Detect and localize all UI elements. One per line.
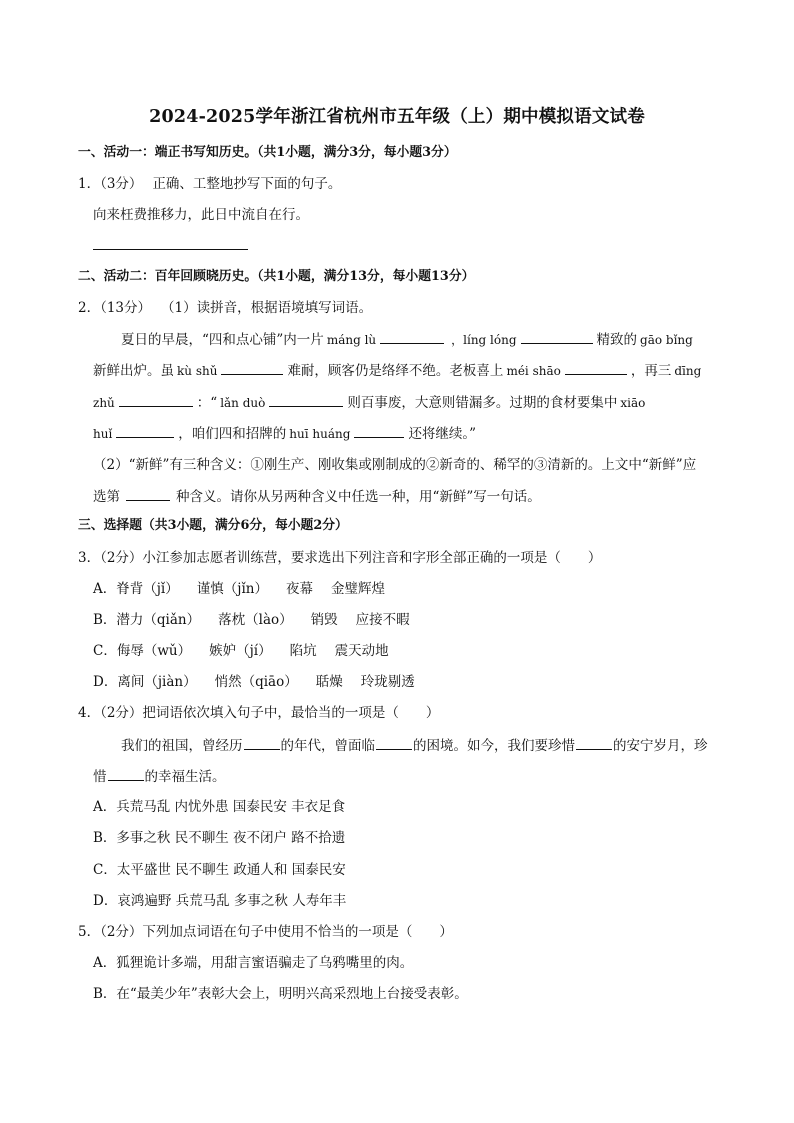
pinyin-ding: dīng [674,364,702,378]
q2-text: （1）读拼音，根据语境填写词语。 [161,300,373,316]
q4-option-c[interactable]: C．太平盛世 民不聊生 政通人和 国泰民安 [93,862,346,878]
q4-option-a[interactable]: A．兵荒马乱 内忧外患 国泰民安 丰衣足食 [93,799,346,815]
q2-paragraph-line-4: huǐ ，咱们四和招牌的 huī huáng 还将继续。” [93,423,476,444]
pinyin-manglu: máng lù [326,333,377,347]
question-2 [78,298,372,318]
q2-score: （13分） [100,300,152,316]
pinyin-hui: huǐ [93,427,113,441]
q4-blank-1[interactable] [244,735,280,750]
blank-meishao[interactable] [565,360,627,375]
q4-blank-3[interactable] [576,735,612,750]
section-3-heading: 三、选择题（共3小题，满分6分，每小题2分） [78,518,348,533]
pinyin-linglong: ，líng lóng [451,333,517,347]
pinyin-huihuang: huī huáng [289,427,351,441]
pinyin-zhu: zhǔ [93,396,115,410]
q2-paragraph-line-1: 夏日的早晨，“四和点心铺”内一片 máng lù ，líng lóng 精致的 gāo bǐng [121,329,693,350]
q2-paragraph-line-2: 新鲜出炉。虽 kù shǔ 难耐，顾客仍是络绎不绝。老板喜上 méi shāo ，再三 dīng [93,360,701,381]
q4-blank-4[interactable] [108,766,144,781]
q4-option-b[interactable]: B．多事之秋 民不聊生 夜不闭户 路不拾遗 [93,830,346,846]
q2-part2-line-2: 选第 种含义。请你从另两种含义中任选一种，用“新鲜”写一句话。 [93,486,541,507]
q5-option-b[interactable]: B．在“最美少年”表彰大会上，明明兴高采烈地上台接受表彰。 [93,986,468,1002]
q2-part2-line-1: （2）“新鲜”有三种含义：①刚生产、刚收集或刚制成的②新奇的、稀罕的③清新的。上文中“新鲜”应 [93,457,697,473]
question-3: 3．（2分）小江参加志愿者训练营，要求选出下列注音和字形全部正确的一项是（ ） [78,550,602,566]
pinyin-kushu: kù shǔ [177,364,218,378]
q3-option-d[interactable]: D．离间（jiàn） 悄然（qiāo） 聒燥 玲珑剔透 [93,674,415,690]
q5-option-a[interactable]: A．狐狸诡计多端，用甜言蜜语骗走了乌鸦嘴里的肉。 [93,955,414,971]
blank-manglu[interactable] [380,329,444,344]
pinyin-gaobing: gāo bǐng [640,333,693,347]
question-4: 4．（2分）把词语依次填入句子中，最恰当的一项是（ ） [78,705,440,721]
blank-huihuang[interactable] [354,423,404,438]
blank-landuo[interactable] [269,392,343,407]
page-title: 2024-2025学年浙江省杭州市五年级（上）期中模拟语文试卷 [149,107,645,127]
q2-paragraph-line-3: zhǔ ：“ lǎn duò 则百事废，大意则错漏多。过期的食材要集中 xiāo [93,392,645,413]
question-1 [78,174,341,194]
q4-passage-line-2: 惜 的幸福生活。 [93,766,226,787]
blank-kushu[interactable] [221,360,283,375]
blank-xiaohui[interactable] [116,423,174,438]
q1-sentence: 向来枉费推移力，此日中流自在行。 [93,207,309,223]
q3-option-b[interactable]: B．潜力（qiǎn） 落枕（lào） 销毁 应接不暇 [93,612,410,628]
blank-dingzhu[interactable] [119,392,193,407]
q1-number: 1． [78,176,101,192]
q4-blank-2[interactable] [376,735,412,750]
pinyin-landuo: lǎn duò [220,396,266,410]
q1-score: （3分） [100,176,143,192]
question-5: 5．（2分）下列加点词语在句子中使用不恰当的一项是（ ） [78,924,453,940]
pinyin-meishao: méi shāo [506,364,561,378]
q1-answer-line[interactable] [93,249,248,250]
q1-text: 正确、工整地抄写下面的句子。 [152,176,342,192]
q2-number: 2． [78,300,101,316]
section-2-heading: 二、活动二：百年回顾晓历史。（共1小题，满分13分，每小题13分） [78,269,475,284]
q3-option-a[interactable]: A．脊背（jǐ） 谨慎（jǐn） 夜幕 金璧辉煌 [93,581,385,597]
q3-option-c[interactable]: C．侮辱（wǔ） 嫉妒（jí） 陷坑 震天动地 [93,643,389,659]
blank-meaning-choice[interactable] [126,486,170,501]
blank-linglong[interactable] [521,329,593,344]
q4-passage-line-1: 我们的祖国，曾经历 的年代，曾面临 的困境。如今，我们要珍惜 的安宁岁月，珍 [121,735,708,756]
pinyin-xiao: xiāo [620,396,646,410]
q4-option-d[interactable]: D．哀鸿遍野 兵荒马乱 多事之秋 人寿年丰 [93,893,347,909]
section-1-heading: 一、活动一：端正书写知历史。（共1小题，满分3分，每小题3分） [78,145,457,160]
